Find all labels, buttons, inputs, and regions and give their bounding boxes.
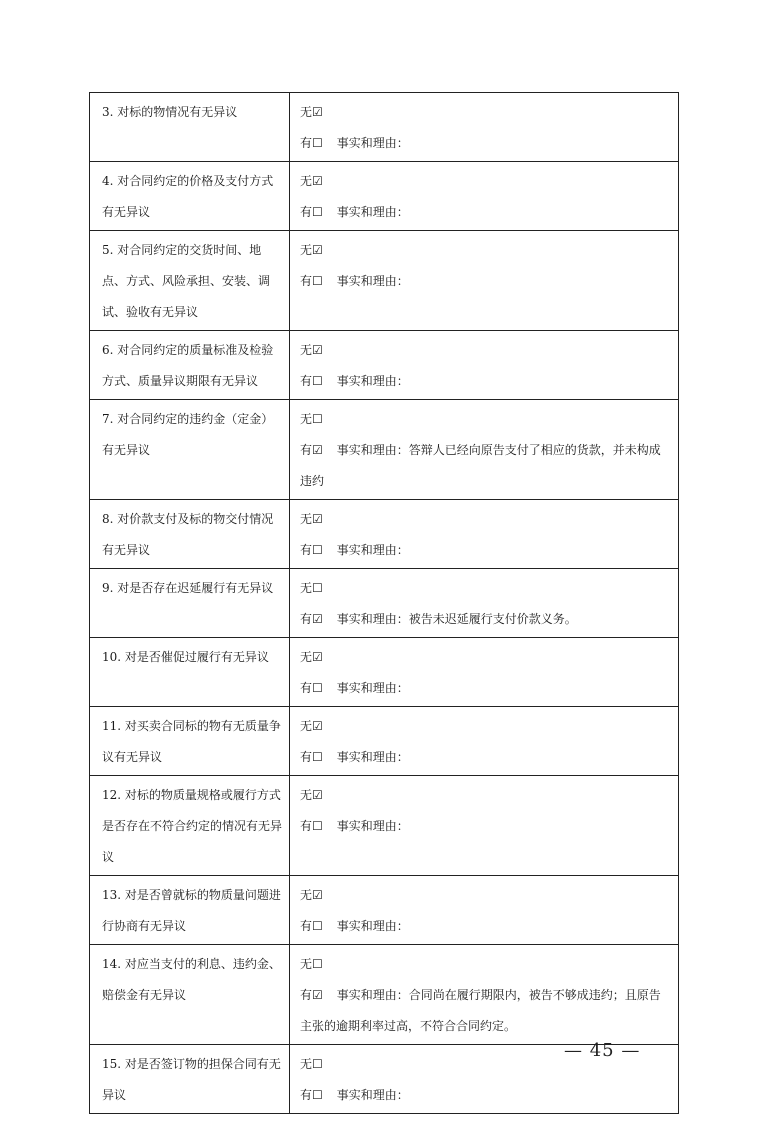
reason-text: 事实和理由：答辩人已经向原告支付了相应的货款，并未构成违约 [300, 443, 661, 488]
answer-cell [290, 638, 679, 707]
question-cell [90, 876, 290, 945]
reason-text: 事实和理由： [336, 819, 409, 833]
question-text: 9. 对是否存在迟延履行有无异议 [102, 581, 274, 595]
answer-cell [290, 707, 679, 776]
reason-text: 事实和理由： [336, 750, 409, 764]
form-row [90, 500, 679, 569]
option-none-checkbox[interactable]: 无☑ [300, 343, 323, 357]
option-none-checkbox[interactable]: 无☐ [300, 412, 323, 426]
answer-cell [290, 400, 679, 500]
question-text: 8. 对价款支付及标的物交付情况有无异议 [102, 512, 274, 557]
option-has-checkbox[interactable]: 有☑ [300, 612, 323, 626]
question-text: 14. 对应当支付的利息、违约金、赔偿金有无异议 [102, 957, 281, 1002]
form-row [90, 569, 679, 638]
question-text: 12. 对标的物质量规格或履行方式是否存在不符合约定的情况有无异议 [102, 788, 283, 864]
reason-text: 事实和理由： [336, 681, 409, 695]
form-row [90, 162, 679, 231]
question-text: 6. 对合同约定的质量标准及检验方式、质量异议期限有无异议 [102, 343, 274, 388]
reason-text: 事实和理由：被告未迟延履行支付价款义务。 [336, 612, 577, 626]
option-none-checkbox[interactable]: 无☑ [300, 512, 323, 526]
reason-text: 事实和理由： [336, 205, 409, 219]
question-cell [90, 500, 290, 569]
question-cell [90, 162, 290, 231]
option-none-checkbox[interactable]: 无☑ [300, 243, 323, 257]
option-has-checkbox[interactable]: 有☐ [300, 750, 323, 764]
reason-text: 事实和理由： [336, 274, 409, 288]
question-cell [90, 400, 290, 500]
form-row [90, 776, 679, 876]
form-row [90, 638, 679, 707]
form-row [90, 400, 679, 500]
question-text: 11. 对买卖合同标的物有无质量争议有无异议 [102, 719, 281, 764]
page-number: — 45 — [564, 1040, 641, 1061]
option-none-checkbox[interactable]: 无☑ [300, 174, 323, 188]
option-none-checkbox[interactable]: 无☑ [300, 788, 323, 802]
reason-text: 事实和理由：合同尚在履行期限内，被告不够成违约；且原告主张的逾期利率过高，不符合合同约定。 [300, 988, 661, 1033]
option-has-checkbox[interactable]: 有☑ [300, 988, 323, 1002]
reason-text: 事实和理由： [336, 136, 409, 150]
question-text: 5. 对合同约定的交货时间、地点、方式、风险承担、安装、调试、验收有无异议 [102, 243, 271, 319]
answer-cell [290, 93, 679, 162]
option-has-checkbox[interactable]: 有☐ [300, 374, 323, 388]
answer-cell [290, 776, 679, 876]
question-cell [90, 945, 290, 1045]
option-has-checkbox[interactable]: 有☐ [300, 1088, 323, 1102]
question-text: 13. 对是否曾就标的物质量问题进行协商有无异议 [102, 888, 281, 933]
question-text: 3. 对标的物情况有无异议 [102, 105, 238, 119]
answer-cell [290, 162, 679, 231]
option-has-checkbox[interactable]: 有☐ [300, 681, 323, 695]
option-has-checkbox[interactable]: 有☐ [300, 543, 323, 557]
option-has-checkbox[interactable]: 有☐ [300, 919, 323, 933]
option-has-checkbox[interactable]: 有☐ [300, 136, 323, 150]
option-has-checkbox[interactable]: 有☐ [300, 274, 323, 288]
option-has-checkbox[interactable]: 有☑ [300, 443, 323, 457]
answer-cell [290, 945, 679, 1045]
option-none-checkbox[interactable]: 无☐ [300, 1057, 323, 1071]
option-none-checkbox[interactable]: 无☐ [300, 581, 323, 595]
form-row [90, 331, 679, 400]
question-cell [90, 776, 290, 876]
form-row [90, 876, 679, 945]
reason-text: 事实和理由： [336, 374, 409, 388]
reason-text: 事实和理由： [336, 919, 409, 933]
question-text: 15. 对是否签订物的担保合同有无异议 [102, 1057, 281, 1102]
option-has-checkbox[interactable]: 有☐ [300, 205, 323, 219]
question-cell [90, 231, 290, 331]
reason-text: 事实和理由： [336, 1088, 409, 1102]
question-text: 4. 对合同约定的价格及支付方式有无异议 [102, 174, 274, 219]
answer-cell [290, 876, 679, 945]
answer-cell [290, 569, 679, 638]
question-cell [90, 331, 290, 400]
question-cell [90, 707, 290, 776]
dispute-form-table [89, 92, 679, 1114]
option-none-checkbox[interactable]: 无☑ [300, 888, 323, 902]
question-cell [90, 569, 290, 638]
question-cell [90, 638, 290, 707]
option-none-checkbox[interactable]: 无☑ [300, 105, 323, 119]
form-row [90, 231, 679, 331]
answer-cell [290, 500, 679, 569]
form-row [90, 93, 679, 162]
form-row [90, 707, 679, 776]
answer-cell [290, 331, 679, 400]
option-has-checkbox[interactable]: 有☐ [300, 819, 323, 833]
question-text: 7. 对合同约定的违约金（定金）有无异议 [102, 412, 274, 457]
question-cell [90, 93, 290, 162]
reason-text: 事实和理由： [336, 543, 409, 557]
form-row [90, 945, 679, 1045]
option-none-checkbox[interactable]: 无☐ [300, 957, 323, 971]
question-cell [90, 1045, 290, 1114]
option-none-checkbox[interactable]: 无☑ [300, 719, 323, 733]
option-none-checkbox[interactable]: 无☑ [300, 650, 323, 664]
question-text: 10. 对是否催促过履行有无异议 [102, 650, 269, 664]
answer-cell [290, 231, 679, 331]
